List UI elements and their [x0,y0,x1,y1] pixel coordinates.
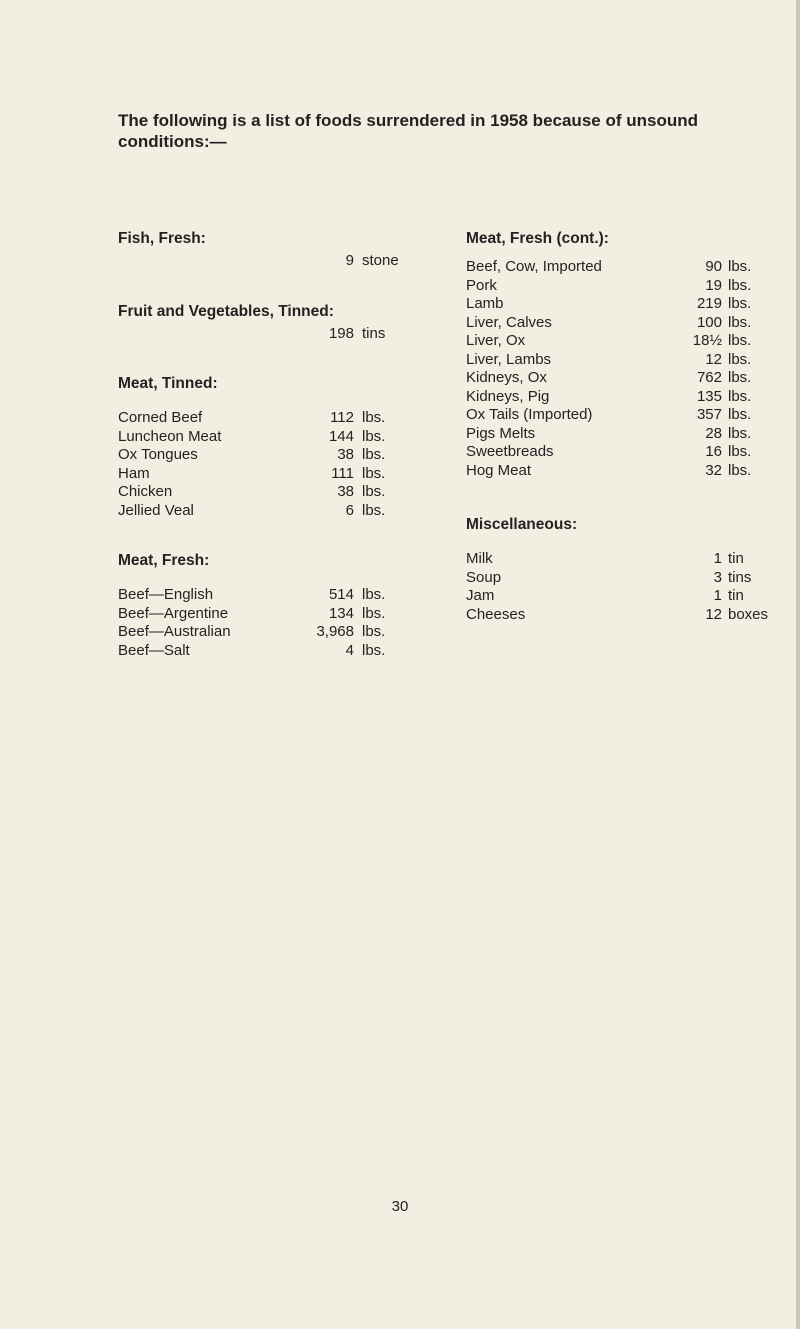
list-item [466,606,776,625]
item-name: Luncheon Meat [118,427,222,445]
item-name: Beef—Argentine [118,604,229,622]
item-qty: 111 [331,464,354,482]
item-name: Ham [118,464,150,482]
list-item [466,462,776,481]
item-qty: 4 [345,641,354,659]
item-name: Cheeses [466,605,526,623]
item-unit: lbs. [728,295,752,312]
item-qty: 100 [696,313,722,331]
list-item [466,388,776,407]
item-qty: 38 [337,483,354,500]
page-edge [796,0,800,1329]
item-unit: lbs. [362,483,386,500]
list-item [118,446,408,465]
item-unit: lbs. [728,350,752,368]
list-item [118,409,408,428]
list-item [466,569,776,588]
item-name: Hog Meat [466,461,532,479]
list-item [466,258,776,277]
item-unit: lbs. [728,276,752,294]
item-qty: 16 [705,443,722,460]
item-unit: lbs. [362,446,386,463]
left-column [118,228,408,660]
item-unit: lbs. [728,443,752,460]
item-name: Liver, Ox [466,332,526,349]
item-qty: 38 [337,446,354,463]
item-qty: 135 [696,387,722,405]
item-qty: 32 [705,461,722,479]
section-heading-misc: Miscellaneous: [466,516,578,533]
item-qty: 112 [330,409,354,426]
list-item [466,443,776,462]
page-number: 30 [391,1198,409,1215]
list-item [118,465,408,484]
item-unit: lbs. [362,641,386,659]
item-name: Ox Tongues [118,446,198,463]
list-item [466,406,776,425]
item-name: Beef—English [118,586,214,603]
list-item [118,642,408,661]
item-name: Liver, Calves [466,313,552,331]
item-unit: lbs. [362,427,386,445]
item-name: Chicken [118,483,173,500]
list-item [466,277,776,296]
item-unit: lbs. [728,424,752,442]
meat-fresh-list [118,586,408,660]
item-name: Ox Tails (Imported) [466,406,593,423]
item-unit: lbs. [362,604,386,622]
item-unit: lbs. [362,409,386,426]
misc-list [466,550,776,624]
item-qty: 3 [713,568,722,586]
list-item [466,295,776,314]
item-qty: 762 [696,369,722,386]
item-qty: 219 [696,295,722,312]
item-unit: lbs. [728,369,752,386]
list-item [118,605,408,624]
item-qty: 514 [328,586,354,603]
list-item [466,587,776,606]
item-unit: lbs. [728,258,752,275]
item-name: Beef—Australian [118,623,231,640]
list-item [118,428,408,447]
list-item [118,586,408,605]
list-item [466,425,776,444]
item-name: Corned Beef [118,409,203,426]
item-qty: 28 [705,424,722,442]
item-name: Beef, Cow, Imported [466,258,602,275]
item-qty: 3,968 [316,623,354,640]
item-unit: lbs. [362,501,386,519]
item-qty: 357 [696,406,722,423]
item-name: Jam [466,587,495,604]
item-qty: 12 [705,350,722,368]
list-item [118,483,408,502]
item-name: Jellied Veal [118,501,194,519]
item-unit: lbs. [362,623,386,640]
item-qty: 134 [328,604,354,622]
item-unit: lbs. [728,387,752,405]
item-qty: 1 [713,587,722,604]
item-qty: 12 [705,605,722,623]
item-name: Lamb [466,295,504,312]
item-unit: lbs. [728,461,752,479]
item-name: Milk [466,550,493,567]
section-heading-fish: Fish, Fresh: [118,230,206,247]
item-qty: 90 [705,258,722,275]
right-column [466,228,776,624]
list-item [466,332,776,351]
item-unit: lbs. [362,464,386,482]
item-unit: lbs. [728,332,752,349]
fish-quantity-row: 9 stone [345,252,399,269]
section-heading-meat-fresh: Meat, Fresh: [118,552,210,569]
item-qty: 18½ [692,332,722,349]
intro-paragraph: The following is a list of foods surrendered in 1958 because of unsound conditions:— [118,111,698,151]
meat-fresh-cont-list [466,258,776,480]
item-unit: tins [728,568,752,586]
item-unit: tin [728,587,744,604]
section-heading-meat-tinned: Meat, Tinned: [118,375,218,392]
list-item [466,369,776,388]
item-name: Kidneys, Ox [466,369,547,386]
item-name: Liver, Lambs [466,350,552,368]
fruit-quantity-row: 198 tins [328,324,386,342]
list-item [466,314,776,333]
item-name: Pigs Melts [466,424,536,442]
item-unit: lbs. [728,406,752,423]
section-heading-meat-fresh-cont: Meat, Fresh (cont.): [466,230,609,247]
item-qty: 19 [705,276,722,294]
list-item [466,550,776,569]
item-unit: boxes [728,605,769,623]
item-name: Beef—Salt [118,641,190,659]
list-item [118,502,408,521]
item-name: Kidneys, Pig [466,387,550,405]
item-name: Pork [466,276,497,294]
meat-tinned-list [118,409,408,520]
item-unit: tin [728,550,744,567]
item-qty: 144 [328,427,354,445]
item-name: Sweetbreads [466,443,554,460]
item-unit: lbs. [362,586,386,603]
list-item [118,623,408,642]
list-item [466,351,776,370]
item-qty: 1 [713,550,722,567]
item-unit: lbs. [728,313,752,331]
section-heading-fruit: Fruit and Vegetables, Tinned: [118,302,334,320]
item-name: Soup [466,568,502,586]
item-qty: 6 [345,501,354,519]
